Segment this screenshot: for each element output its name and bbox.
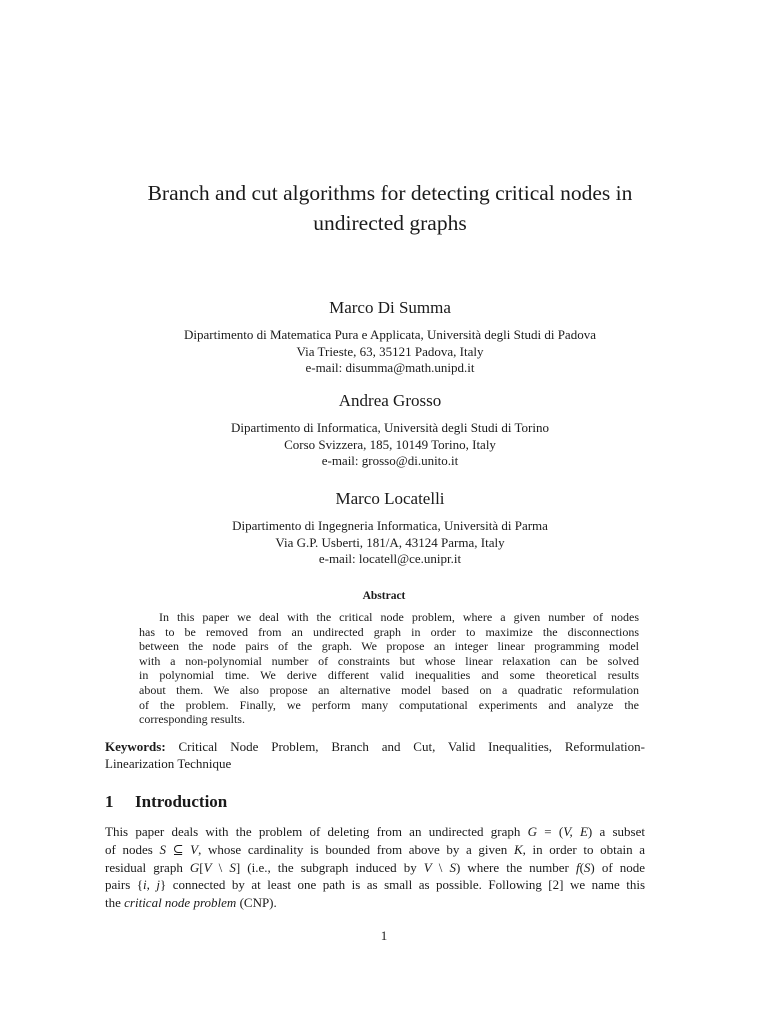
keywords-text: Critical Node Problem, Branch and Cut, Valid Inequalities, Reformulation- <box>178 739 645 754</box>
abstract-line: of the problem. Finally, we perform many computational experiments and analyze the <box>139 697 639 712</box>
abstract-line: In this paper we deal with the critical node problem, where a given number of nodes <box>159 610 639 624</box>
keywords-label: Keywords: <box>105 739 166 754</box>
author-name: Andrea Grosso <box>338 391 442 410</box>
author-block-2 <box>80 390 700 470</box>
author-block-1 <box>80 297 700 377</box>
author-affiliation: Dipartimento di Informatica, Università degli Studi di Torino <box>230 420 549 435</box>
author-address: Corso Svizzera, 185, 10149 Torino, Italy <box>284 436 496 452</box>
paragraph-line: of nodes S ⊆ V, whose cardinality is bounded from above by a given K, in order to obtain a <box>105 841 645 857</box>
abstract-line: has to be removed from an undirected graph in order to maximize the disconnections <box>139 624 639 639</box>
author-name: Marco Di Summa <box>329 298 451 317</box>
section-title: Introduction <box>135 792 228 811</box>
author-email: e-mail: locatell@ce.unipr.it <box>318 551 462 566</box>
paragraph-line: pairs {i, j} connected by at least one path is as small as possible. Following [2] we name this <box>105 877 645 893</box>
abstract-line: about them. We also propose an alternative model based on a quadratic reformulation <box>139 682 639 697</box>
author-address: Via G.P. Usberti, 181/A, 43124 Parma, Italy <box>275 534 505 550</box>
section-heading <box>105 791 227 813</box>
paragraph-line: residual graph G[V \ S] (i.e., the subgraph induced by V \ S) where the number f(S) of node <box>105 859 645 875</box>
keywords <box>105 738 645 772</box>
abstract-line: with a non-polynomial number of constraints but whose linear relaxation can be solved <box>139 653 639 668</box>
keywords-line-2: Linearization Technique <box>105 756 232 771</box>
abstract-body <box>139 610 639 727</box>
abstract-line: in polynomial time. We derive different valid inequalities and some theoretical results <box>139 668 639 683</box>
term-emphasis: critical node problem <box>124 895 237 911</box>
abstract-line: between the node pairs of the graph. We propose an integer linear programming model <box>139 639 639 654</box>
author-affiliation: Dipartimento di Matematica Pura e Applicata, Università degli Studi di Padova <box>184 327 596 342</box>
paragraph-line: This paper deals with the problem of deleting from an undirected graph G = (V, E) a subset <box>105 824 645 839</box>
section-number: 1 <box>105 792 114 811</box>
intro-paragraph <box>105 823 645 912</box>
paper-title <box>100 178 680 238</box>
abstract-line: corresponding results. <box>139 712 245 727</box>
title-line-1: Branch and cut algorithms for detecting critical nodes in <box>147 181 633 205</box>
author-address: Via Trieste, 63, 35121 Padova, Italy <box>296 343 484 359</box>
abstract-heading: Abstract <box>362 590 406 602</box>
author-name: Marco Locatelli <box>335 489 445 508</box>
author-email: e-mail: disumma@math.unipd.it <box>305 360 475 375</box>
paragraph-line: the critical node problem (CNP). <box>105 895 277 911</box>
author-block-3 <box>80 488 700 568</box>
title-line-2: undirected graphs <box>313 211 467 235</box>
author-affiliation: Dipartimento di Ingegneria Informatica, Università di Parma <box>232 518 548 533</box>
keywords-line-1 <box>105 738 645 755</box>
page-number: 1 <box>380 928 388 943</box>
author-email: e-mail: grosso@di.unito.it <box>321 453 459 468</box>
